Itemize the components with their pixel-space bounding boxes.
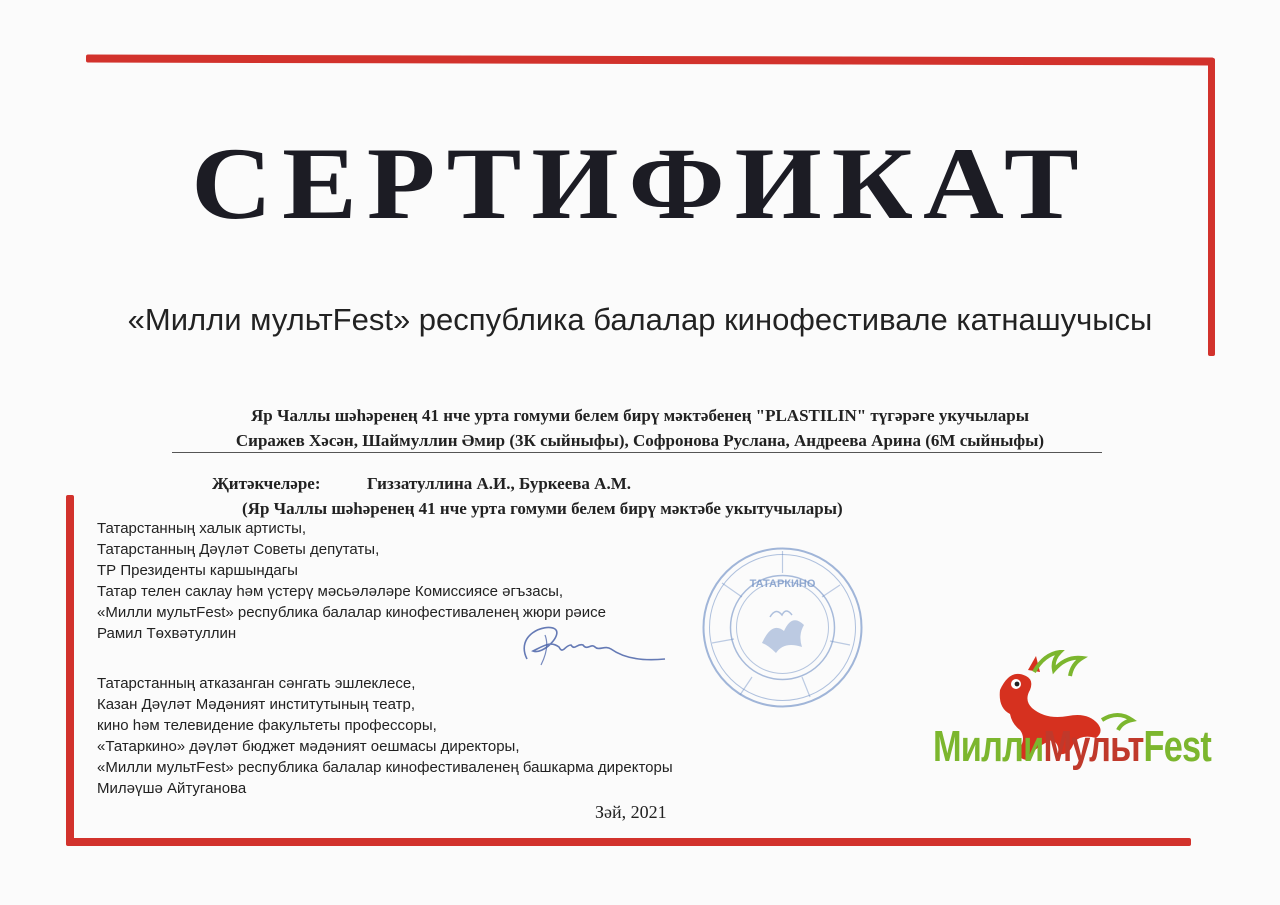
- leaders-note: (Яр Чаллы шәһәренең 41 нче урта гомуми белем бирү мәктәбе укытучылары): [242, 499, 843, 518]
- signer-2-name: Миләүшә Айтуганова: [97, 780, 247, 797]
- signer-2-block: [97, 673, 673, 799]
- leaders-label: Җитәкчеләре:: [212, 474, 321, 493]
- signer-1-line: Татар телен саклау һәм үстерү мәсьәләләре Комиссиясе әгъзасы,: [97, 583, 564, 600]
- signer-1-name: Рамил Төхвәтуллин: [97, 625, 237, 642]
- logo-part-mult: Мульт: [1043, 722, 1144, 771]
- handwritten-signature: [515, 615, 675, 675]
- milli-multfest-logo-text: [933, 722, 1211, 772]
- certificate-title: СЕРТИФИКАТ: [191, 126, 1089, 242]
- logo-part-milli: Милли: [933, 722, 1044, 771]
- recipients-block: [0, 403, 1280, 453]
- leaders-block: [212, 471, 843, 521]
- frame-left-line: [66, 495, 74, 845]
- official-stamp: [700, 545, 865, 710]
- signer-1-line: Татарстанның Дәүләт Советы депутаты,: [97, 541, 380, 558]
- signer-1-line: «Милли мультFest» республика балалар кинофестиваленең жюри рәисе: [97, 604, 606, 621]
- signer-2-line: Казан Дәүләт Мәдәният институтының театр,: [97, 696, 416, 713]
- signer-2-line: Татарстанның атказанган сәнгать эшлеклесе,: [97, 675, 416, 692]
- signer-1-line: ТР Президенты каршындагы: [97, 562, 298, 579]
- signer-2-line: кино һәм телевидение факультеты профессоры,: [97, 717, 437, 734]
- signer-2-line: «Милли мультFest» республика балалар кинофестиваленең башкарма директоры: [97, 759, 673, 776]
- certificate-date: Зәй, 2021: [595, 802, 667, 822]
- recipients-underline: [172, 452, 1102, 453]
- certificate-subtitle: «Милли мультFest» республика балалар кинофестивале катнашучысы: [127, 302, 1153, 337]
- signer-2-line: «Татаркино» дәүләт бюджет мәдәният оешмасы директоры,: [97, 738, 520, 755]
- stamp-center-text: ТАТАРКИНО: [749, 578, 816, 590]
- signer-1-line: Татарстанның халык артисты,: [97, 520, 307, 537]
- frame-bottom-line: [66, 838, 1191, 846]
- recipients-school: Яр Чаллы шәһәренең 41 нче урта гомуми белем бирү мәктәбенең "PLASTILIN" түгәрәге укучылары: [250, 406, 1029, 425]
- logo-part-fest: Fest: [1143, 722, 1211, 771]
- leaders-names: Гиззатуллина А.И., Буркеева А.М.: [367, 474, 631, 493]
- recipients-names: Сиражев Хәсән, Шаймуллин Әмир (3К сыйныфы), Софронова Руслана, Андреева Арина (6М сыйныфы): [235, 431, 1045, 450]
- frame-top-line: [86, 55, 1214, 66]
